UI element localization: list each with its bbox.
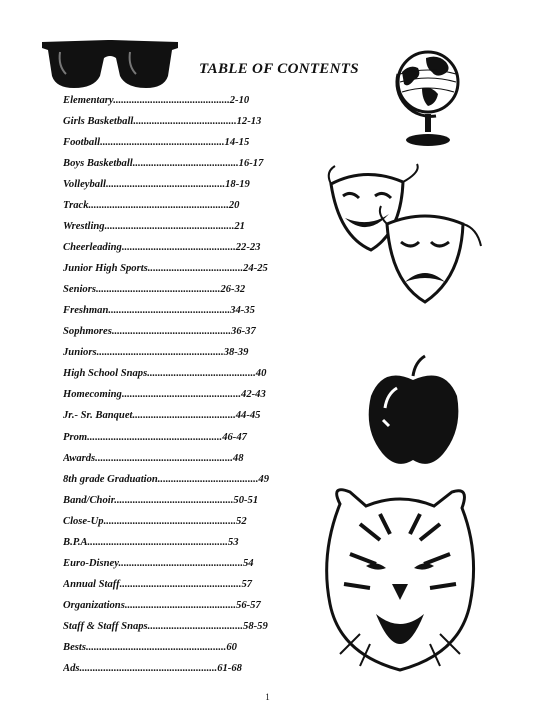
toc-entry-text: Prom...................................................46-47	[63, 431, 247, 443]
toc-entry-8th-grade-graduation[interactable]	[63, 469, 308, 490]
toc-entry-juniors[interactable]	[63, 342, 308, 363]
toc-entry-text: Close-Up..................................................52	[63, 515, 247, 527]
toc-entry-text: Ads....................................................61-68	[63, 662, 242, 674]
toc-entry-text: Jr.- Sr. Banquet.......................................44-45	[63, 410, 261, 422]
toc-entry-homecoming[interactable]	[63, 384, 308, 405]
toc-entry-freshman[interactable]	[63, 300, 308, 321]
toc-entry-jr-sr-banquet[interactable]	[63, 405, 308, 426]
toc-entry-text: Bests.....................................................60	[63, 641, 237, 653]
toc-entry-awards[interactable]	[63, 448, 308, 469]
toc-entry-text: Organizations..........................................56-57	[63, 599, 261, 611]
toc-entry-text: B.P.A.....................................................53	[63, 536, 239, 548]
toc-entry-text: Elementary............................................2-10	[63, 95, 250, 106]
toc-entry-text: Seniors...............................................26-32	[63, 284, 246, 296]
toc-entry-text: Track.....................................................20	[63, 200, 240, 212]
toc-entry-text: Sophmores.............................................36-37	[63, 326, 256, 338]
toc-entry-close-up[interactable]	[63, 511, 308, 532]
toc-entry-text: High School Snaps.........................................40	[63, 368, 267, 380]
toc-entry-organizations[interactable]	[63, 595, 308, 616]
theater-masks-icon	[325, 162, 483, 308]
toc-entry-football[interactable]	[63, 132, 308, 153]
toc-entry-junior-high-sports[interactable]	[63, 258, 308, 279]
toc-entry-text: Freshman..............................................34-35	[63, 305, 255, 317]
toc-entry-elementary[interactable]	[63, 90, 308, 111]
toc-entry-text: Volleyball.............................................18-19	[63, 179, 250, 191]
toc-entry-bests[interactable]	[63, 637, 308, 658]
tiger-icon	[320, 484, 480, 674]
toc-entry-boys-basketball[interactable]	[63, 153, 308, 174]
toc-entry-bpa[interactable]	[63, 532, 308, 553]
toc-entry-track[interactable]	[63, 195, 308, 216]
toc-entry-ads[interactable]	[63, 658, 308, 679]
toc-entry-text: Football...............................................14-15	[63, 137, 250, 149]
toc-entry-text: Juniors................................................38-39	[63, 347, 249, 359]
toc-entry-text: Homecoming.............................................42-43	[63, 389, 266, 401]
page-number: 1	[265, 692, 270, 702]
toc-entry-sophmores[interactable]	[63, 321, 308, 342]
toc-entry-euro-disney[interactable]	[63, 553, 308, 574]
toc-entry-high-school-snaps[interactable]	[63, 363, 308, 384]
toc-entry-text: Cheerleading...........................................22-23	[63, 242, 261, 254]
apple-icon	[363, 352, 465, 470]
toc-entry-girls-basketball[interactable]	[63, 111, 308, 132]
toc-entry-text: Junior High Sports....................................24-25	[63, 263, 268, 275]
toc-entry-wrestling[interactable]	[63, 216, 308, 237]
toc-entry-text: Annual Staff..............................................57	[63, 578, 253, 590]
page-title: TABLE OF CONTENTS	[199, 61, 359, 77]
toc-entry-text: Girls Basketball.......................................12-13	[63, 116, 262, 128]
toc-entry-prom[interactable]	[63, 427, 308, 448]
table-of-contents	[63, 90, 308, 679]
toc-entry-text: Awards....................................................48	[63, 452, 244, 464]
toc-entry-text: Staff & Staff Snaps....................................58-59	[63, 620, 268, 632]
toc-entry-annual-staff[interactable]	[63, 574, 308, 595]
sunglasses-icon	[38, 36, 180, 92]
toc-entry-band-choir[interactable]	[63, 490, 308, 511]
toc-entry-volleyball[interactable]	[63, 174, 308, 195]
toc-entry-text: Wrestling.................................................21	[63, 221, 245, 233]
toc-entry-text: Euro-Disney...............................................54	[63, 557, 254, 569]
globe-icon	[392, 44, 464, 148]
toc-entry-text: 8th grade Graduation......................................49	[63, 473, 270, 485]
toc-entry-staff-snaps[interactable]	[63, 616, 308, 637]
toc-entry-cheerleading[interactable]	[63, 237, 308, 258]
toc-entry-text: Boys Basketball........................................16-17	[63, 158, 264, 170]
toc-entry-seniors[interactable]	[63, 279, 308, 300]
toc-entry-text: Band/Choir.............................................50-51	[63, 494, 259, 506]
